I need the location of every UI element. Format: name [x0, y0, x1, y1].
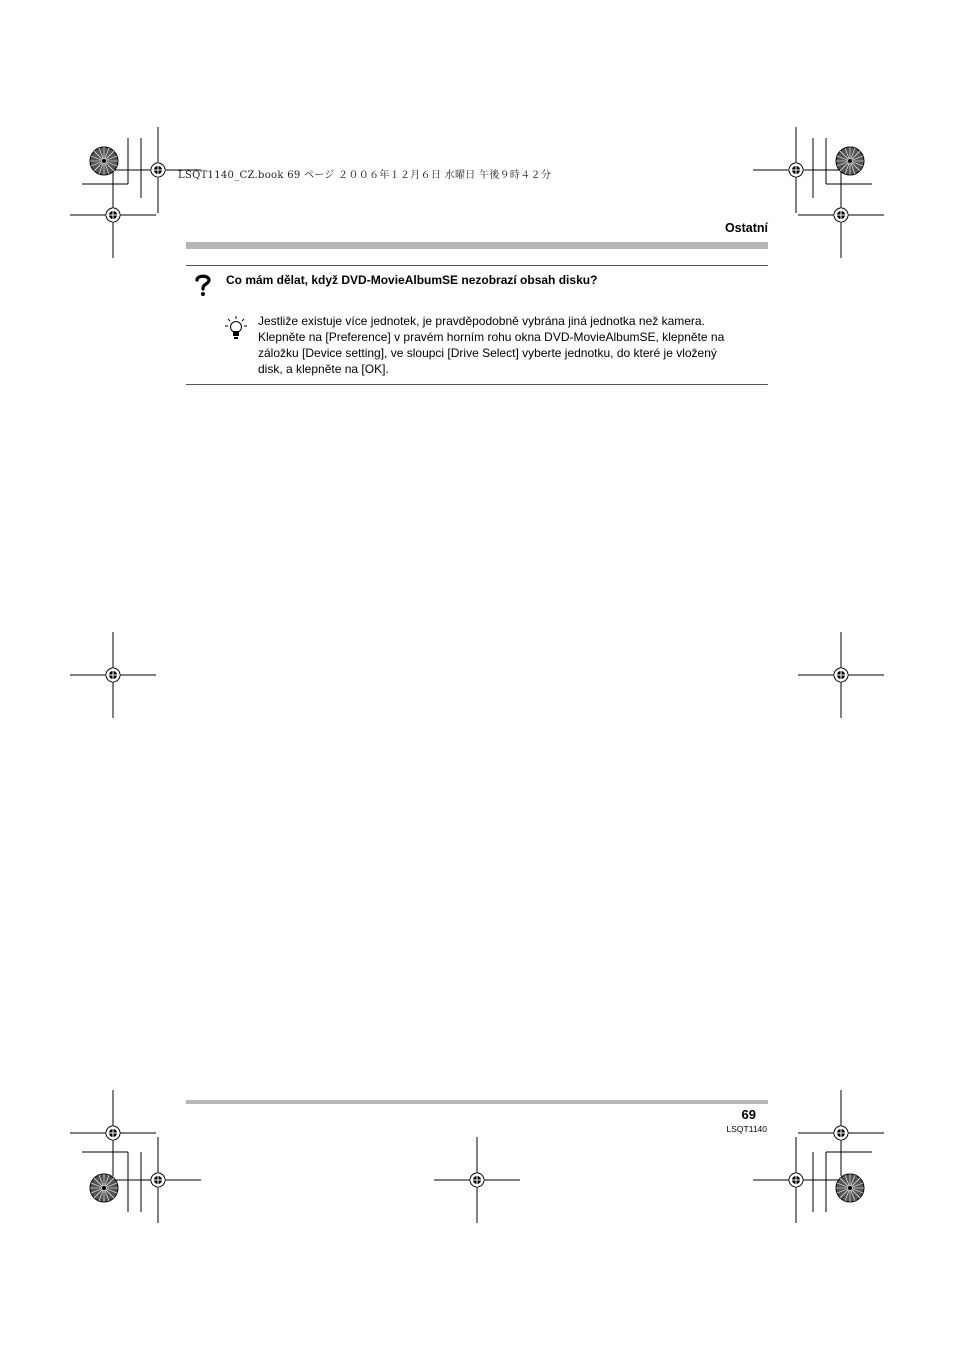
lightbulb-icon [225, 316, 247, 345]
registration-crosshair-icon [798, 172, 884, 258]
answer-text [258, 313, 763, 377]
answer-line: Jestliže existuje více jednotek, je pravděpodobně vybrána jiná jednotka než kamera. [258, 314, 705, 328]
starburst-target-icon [90, 147, 118, 175]
header-rule [186, 242, 768, 249]
registration-crosshair-icon [798, 1090, 884, 1176]
starburst-target-icon [90, 1174, 118, 1202]
document-code: LSQT1140 [726, 1124, 767, 1134]
section-title: Ostatní [724, 221, 768, 235]
registration-crosshair-icon [70, 1090, 156, 1176]
qa-box [186, 265, 768, 385]
registration-crosshair-icon [798, 632, 884, 718]
registration-crosshair-icon [434, 1137, 520, 1223]
answer-line: Klepněte na [Preference] v pravém horním rohu okna DVD-MovieAlbumSE, klepněte na [258, 330, 725, 344]
footer-rule [186, 1100, 768, 1104]
corner-mark-bottom-left [70, 1090, 201, 1223]
page-number: 69 [741, 1107, 756, 1122]
corner-mark-top-left [70, 127, 201, 258]
answer-line: disk, a klepněte na [OK]. [258, 362, 389, 376]
question-text: Co mám dělat, když DVD-MovieAlbumSE nezobrazí obsah disku? [226, 273, 598, 287]
corner-mark-bottom-right [753, 1090, 884, 1223]
question-mark-icon [194, 273, 212, 302]
registration-crosshair-icon [70, 632, 156, 718]
starburst-target-icon [836, 147, 864, 175]
corner-mark-top-right [753, 127, 884, 258]
answer-line: záložku [Device setting], ve sloupci [Drive Select] vyberte jednotku, do které je vložený [258, 346, 717, 360]
registration-crosshair-icon [70, 172, 156, 258]
starburst-target-icon [836, 1174, 864, 1202]
print-info-line: LSQT1140_CZ.book 69 ページ ２００６年１２月６日 水曜日 午後９時４２分 [178, 170, 552, 181]
